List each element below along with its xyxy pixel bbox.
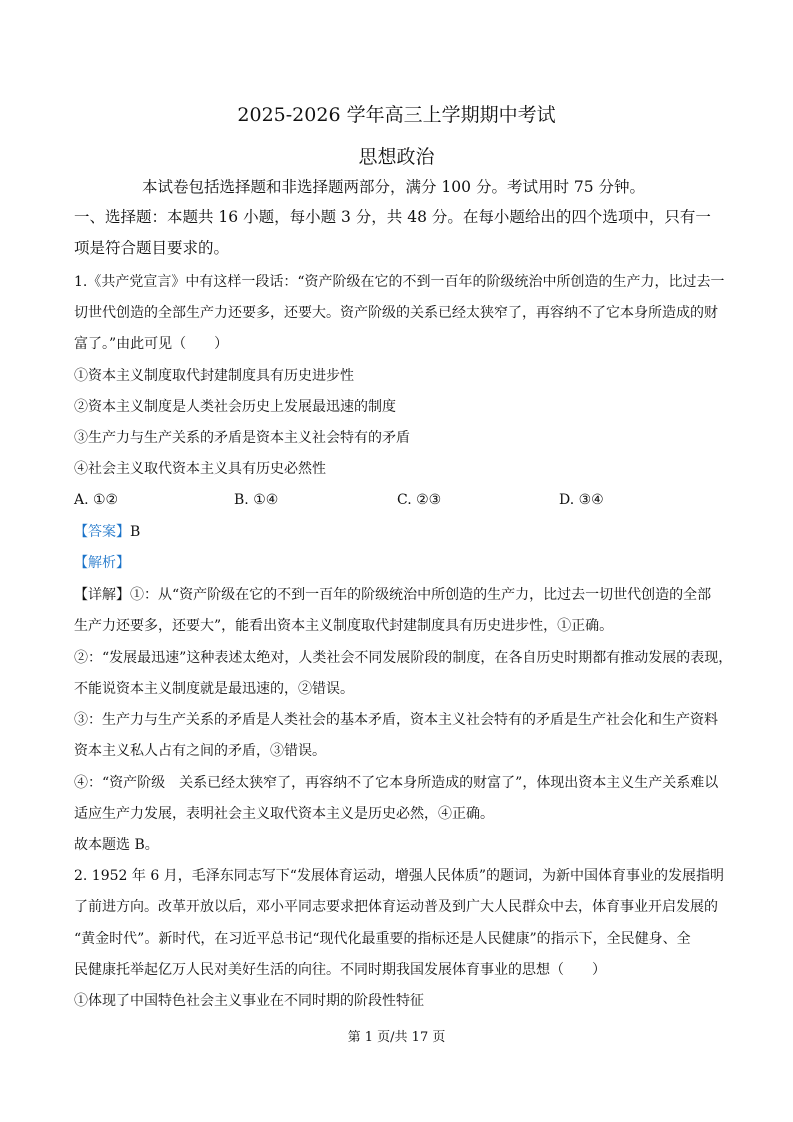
q2-stem-line-4: 民健康托举起亿万人民对美好生活的向往。不同时期我国发展体育事业的思想（ ） <box>74 962 606 978</box>
detail-text: ①：从“资产阶级在它的不到一百年的阶级统治中所创造的生产力，比过去一切世代创造的全部 <box>130 587 712 603</box>
section-heading-line-1: 一、选择题：本题共 16 小题，每小题 3 分，共 48 分。在每小题给出的四个选项中，只有一 <box>74 208 711 226</box>
q1-option-b: B. ①④ <box>234 492 279 508</box>
q1-answer-line <box>74 522 723 542</box>
q2-stem-line-1: 2. 1952 年 6 月，毛泽东同志写下“发展体育运动，增强人民体质”的题词，为新中国体育事业的发展指明 <box>74 868 725 884</box>
q1-detail-line-1 <box>74 585 723 605</box>
q1-detail-line-2: 生产力还要多，还要大”，能看出资本主义制度取代封建制度具有历史进步性，①正确。 <box>74 618 614 634</box>
q1-conclusion: 故本题选 B。 <box>74 837 159 853</box>
q1-detail-line-5: ③：生产力与生产关系的矛盾是人类社会的基本矛盾，资本主义社会特有的矛盾是生产社会化和生产资料 <box>74 712 718 728</box>
q1-detail-line-6: 资本主义私人占有之间的矛盾，③错误。 <box>74 743 326 759</box>
q1-detail-line-4: 不能说资本主义制度就是最迅速的，②错误。 <box>74 681 354 697</box>
exam-title: 2025-2026 学年高三上学期期中考试 <box>237 104 556 126</box>
exam-intro: 本试卷包括选择题和非选择题两部分，满分 100 分。考试用时 75 分钟。 <box>142 178 646 196</box>
answer-value: B <box>130 524 141 540</box>
q1-option-d: D. ③④ <box>559 492 604 508</box>
q2-stem-line-2: 了前进方向。改革开放以后，邓小平同志要求把体育运动普及到广大人民群众中去，体育事业开启发展的 <box>74 899 718 915</box>
q2-stem-line-3: “黄金时代”。新时代，在习近平总书记“现代化最重要的指标还是人民健康”的指示下，全民健身、全 <box>74 931 691 947</box>
q1-statement-1: ①资本主义制度取代封建制度具有历史进步性 <box>74 368 354 384</box>
q1-stem-line-1: 1.《共产党宣言》中有这样一段话：“资产阶级在它的不到一百年的阶级统治中所创造的生产力，比过去一 <box>74 274 725 290</box>
q1-statement-4: ④社会主义取代资本主义具有历史必然性 <box>74 461 326 477</box>
q1-detail-line-7: ④：“资产阶级 关系已经太狭窄了，再容纳不了它本身所造成的财富了”，体现出资本主义生产关系难以 <box>74 775 719 791</box>
section-heading-line-2: 项是符合题目要求的。 <box>74 239 230 257</box>
page-number: 第 1 页/共 17 页 <box>347 1030 446 1045</box>
q2-statement-1: ①体现了中国特色社会主义事业在不同时期的阶段性特征 <box>74 993 424 1009</box>
answer-label: 【答案】 <box>74 524 130 540</box>
q1-stem-line-2: 切世代创造的全部生产力还要多，还要大。资产阶级的关系已经太狭窄了，再容纳不了它本身所造成的财 <box>74 305 718 321</box>
detail-label: 【详解】 <box>74 587 130 603</box>
q1-detail-line-8: 适应生产力发展，表明社会主义取代资本主义是历史必然，④正确。 <box>74 806 494 822</box>
q1-detail-line-3: ②：“发展最迅速”这种表述太绝对，人类社会不同发展阶段的制度，在各自历史时期都有推动发展的表现， <box>74 650 733 666</box>
q1-option-a: A. ①② <box>74 492 119 508</box>
q1-stem-line-3: 富了。”由此可见（ ） <box>74 336 229 352</box>
q1-statement-3: ③生产力与生产关系的矛盾是资本主义社会特有的矛盾 <box>74 430 410 446</box>
q1-statement-2: ②资本主义制度是人类社会历史上发展最迅速的制度 <box>74 399 396 415</box>
q1-option-c: C. ②③ <box>397 492 442 508</box>
analysis-label: 【解析】 <box>74 555 130 571</box>
subject-title: 思想政治 <box>358 146 435 168</box>
